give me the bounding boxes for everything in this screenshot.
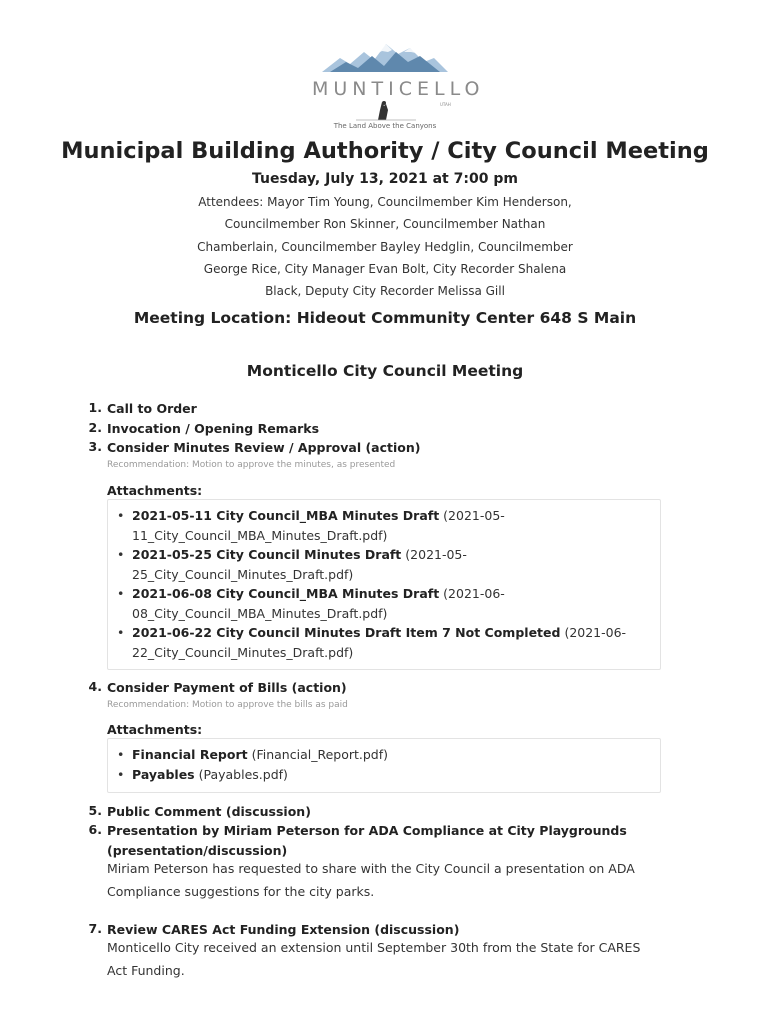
attachment-file[interactable]: (2021-05-25_City_Council_Minutes_Draft.pdf) [132,547,467,582]
item-title: Review CARES Act Funding Extension (discussion) [107,922,460,937]
attachment-file[interactable]: (2021-06-08_City_Council_MBA_Minutes_Draft.pdf) [132,586,505,621]
attachment-item[interactable] [108,745,660,765]
item-title: Consider Payment of Bills (action) [107,680,347,695]
attachment-name[interactable]: 2021-05-25 City Council Minutes Draft [132,547,402,562]
bullet-icon: • [117,586,125,601]
meeting-date: Tuesday, July 13, 2021 at 7:00 pm [252,171,518,187]
attachment-file[interactable]: (Financial_Report.pdf) [251,747,389,762]
meeting-location: Meeting Location: Hideout Community Center 648 S Main [133,309,637,327]
item-title: Presentation by Miriam Peterson for ADA Compliance at City Playgrounds (presentation/discussion) [107,823,627,858]
item-number: 3. [88,439,102,454]
page-title: Municipal Building Authority / City Council Meeting [61,138,709,164]
logo-tagline: The Land Above the Canyons [333,122,437,130]
attendees-line: George Rice, City Manager Evan Bolt, City Recorder Shalena [203,261,567,276]
item-number: 1. [88,400,102,415]
attendees-line: Black, Deputy City Recorder Melissa Gill [265,284,505,299]
item-title: Public Comment (discussion) [107,804,311,819]
item-description: Miriam Peterson has requested to share with the City Council a presentation on ADA Compliance suggestions for the city parks. [107,861,635,899]
attachment-item[interactable] [108,623,660,662]
attachments-box [107,738,661,793]
logo-wordmark: MUNTICELLO [312,78,485,100]
attendees-line: Councilmember Ron Skinner, Councilmember Nathan [224,217,546,232]
bullet-icon: • [117,747,125,762]
attachment-item[interactable] [108,506,660,545]
attachment-item[interactable] [108,765,660,785]
item-title: Consider Minutes Review / Approval (action) [107,440,421,455]
attachments-box [107,499,661,670]
attachment-file[interactable]: (2021-06-22_City_Council_Minutes_Draft.pdf) [132,625,627,660]
attachments-label: Attachments: [107,722,203,737]
bullet-icon: • [117,766,125,782]
item-number: 6. [88,822,102,837]
attachment-name[interactable]: 2021-06-08 City Council_MBA Minutes Draft [132,586,440,601]
attachment-name[interactable]: 2021-06-22 City Council Minutes Draft Item 7 Not Completed [132,625,561,640]
bullet-icon: • [117,625,125,640]
attachment-file[interactable]: (Payables.pdf) [198,766,288,782]
attachment-file[interactable]: (2021-05-11_City_Council_MBA_Minutes_Draft.pdf) [132,508,505,543]
attachment-item[interactable] [108,584,660,623]
item-number: 5. [88,803,102,818]
item-number: 2. [88,419,102,435]
item-number: 4. [88,679,102,694]
bullet-icon: • [117,547,125,562]
item-recommendation: Recommendation: Motion to approve the bills as paid [107,700,348,710]
item-title: Invocation / Opening Remarks [107,420,320,436]
item-description: Monticello City received an extension until September 30th from the State for CARES Act Funding. [107,940,641,978]
attendees [180,191,590,302]
bullet-icon: • [117,508,125,523]
attachment-name[interactable]: 2021-05-11 City Council_MBA Minutes Draft [132,508,440,523]
attachment-name[interactable]: Financial Report [132,747,248,762]
section-title: Monticello City Council Meeting [246,362,524,380]
item-title: Call to Order [107,401,197,416]
attendees-line: Attendees: Mayor Tim Young, Councilmember Kim Henderson, [198,195,572,209]
attendees-line: Chamberlain, Councilmember Bayley Hedglin, Councilmember [197,239,573,254]
item-recommendation: Recommendation: Motion to approve the minutes, as presented [107,460,396,470]
city-logo [312,40,485,136]
item-number: 7. [88,921,102,936]
logo-state: UTAH [440,102,451,107]
attachment-item[interactable] [108,545,660,584]
attachments-label: Attachments: [107,483,203,498]
attachment-name[interactable]: Payables [132,766,195,782]
